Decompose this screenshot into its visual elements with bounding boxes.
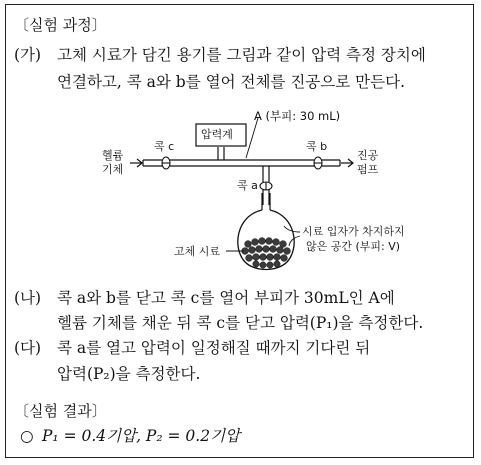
step-da-line2: 압력(P₂)을 측정한다. [57, 365, 201, 383]
vacuum-pump-label-2: 펌프 [357, 163, 379, 176]
container-a-label: A (부피: 30 mL) [254, 109, 341, 123]
empty-space-label-1: 시료 입자가 차지하지 [302, 225, 405, 238]
step-ga-marker: (가) [14, 46, 42, 64]
cock-c-label: 콕 c [154, 140, 175, 153]
vacuum-pump-label-1: 진공 [357, 149, 379, 162]
cock-a-label: 콕 a [237, 179, 258, 192]
procedure-heading: 〔실험 과정〕 [14, 16, 107, 34]
container-a-leader [246, 118, 258, 158]
result-bullet: ○ [20, 427, 34, 445]
helium-gas-label-1: 헬륨 [102, 149, 124, 162]
step-ga-line2: 연결하고, 콕 a와 b를 열어 전체를 진공으로 만든다. [57, 73, 405, 91]
cock-b-label: 콕 b [306, 140, 328, 153]
step-ga-line1: 고체 시료가 담긴 용기를 그림과 같이 압력 측정 장치에 [57, 46, 426, 64]
solid-sample-label: 고체 시료 [174, 245, 221, 258]
step-na-line2: 헬륨 기체를 채운 뒤 콕 c를 닫고 압력(P₁)을 측정한다. [57, 314, 424, 332]
helium-gas-label-2: 기체 [102, 163, 124, 176]
pressure-gauge-label: 압력계 [201, 128, 233, 141]
step-da-line1: 콕 a를 열고 압력이 일정해질 때까지 기다린 뒤 [57, 339, 371, 357]
step-na-line1: 콕 a와 b를 닫고 콕 c를 열어 부피가 30mL인 A에 [57, 289, 395, 307]
step-da-marker: (다) [14, 339, 42, 357]
step-na-marker: (나) [14, 289, 42, 307]
result-values: P₁ = 0.4기압, P₂ = 0.2기압 [42, 427, 241, 445]
result-heading: 〔실험 결과〕 [14, 402, 107, 420]
empty-space-label-2: 않은 공간 (부피: V) [306, 240, 401, 253]
